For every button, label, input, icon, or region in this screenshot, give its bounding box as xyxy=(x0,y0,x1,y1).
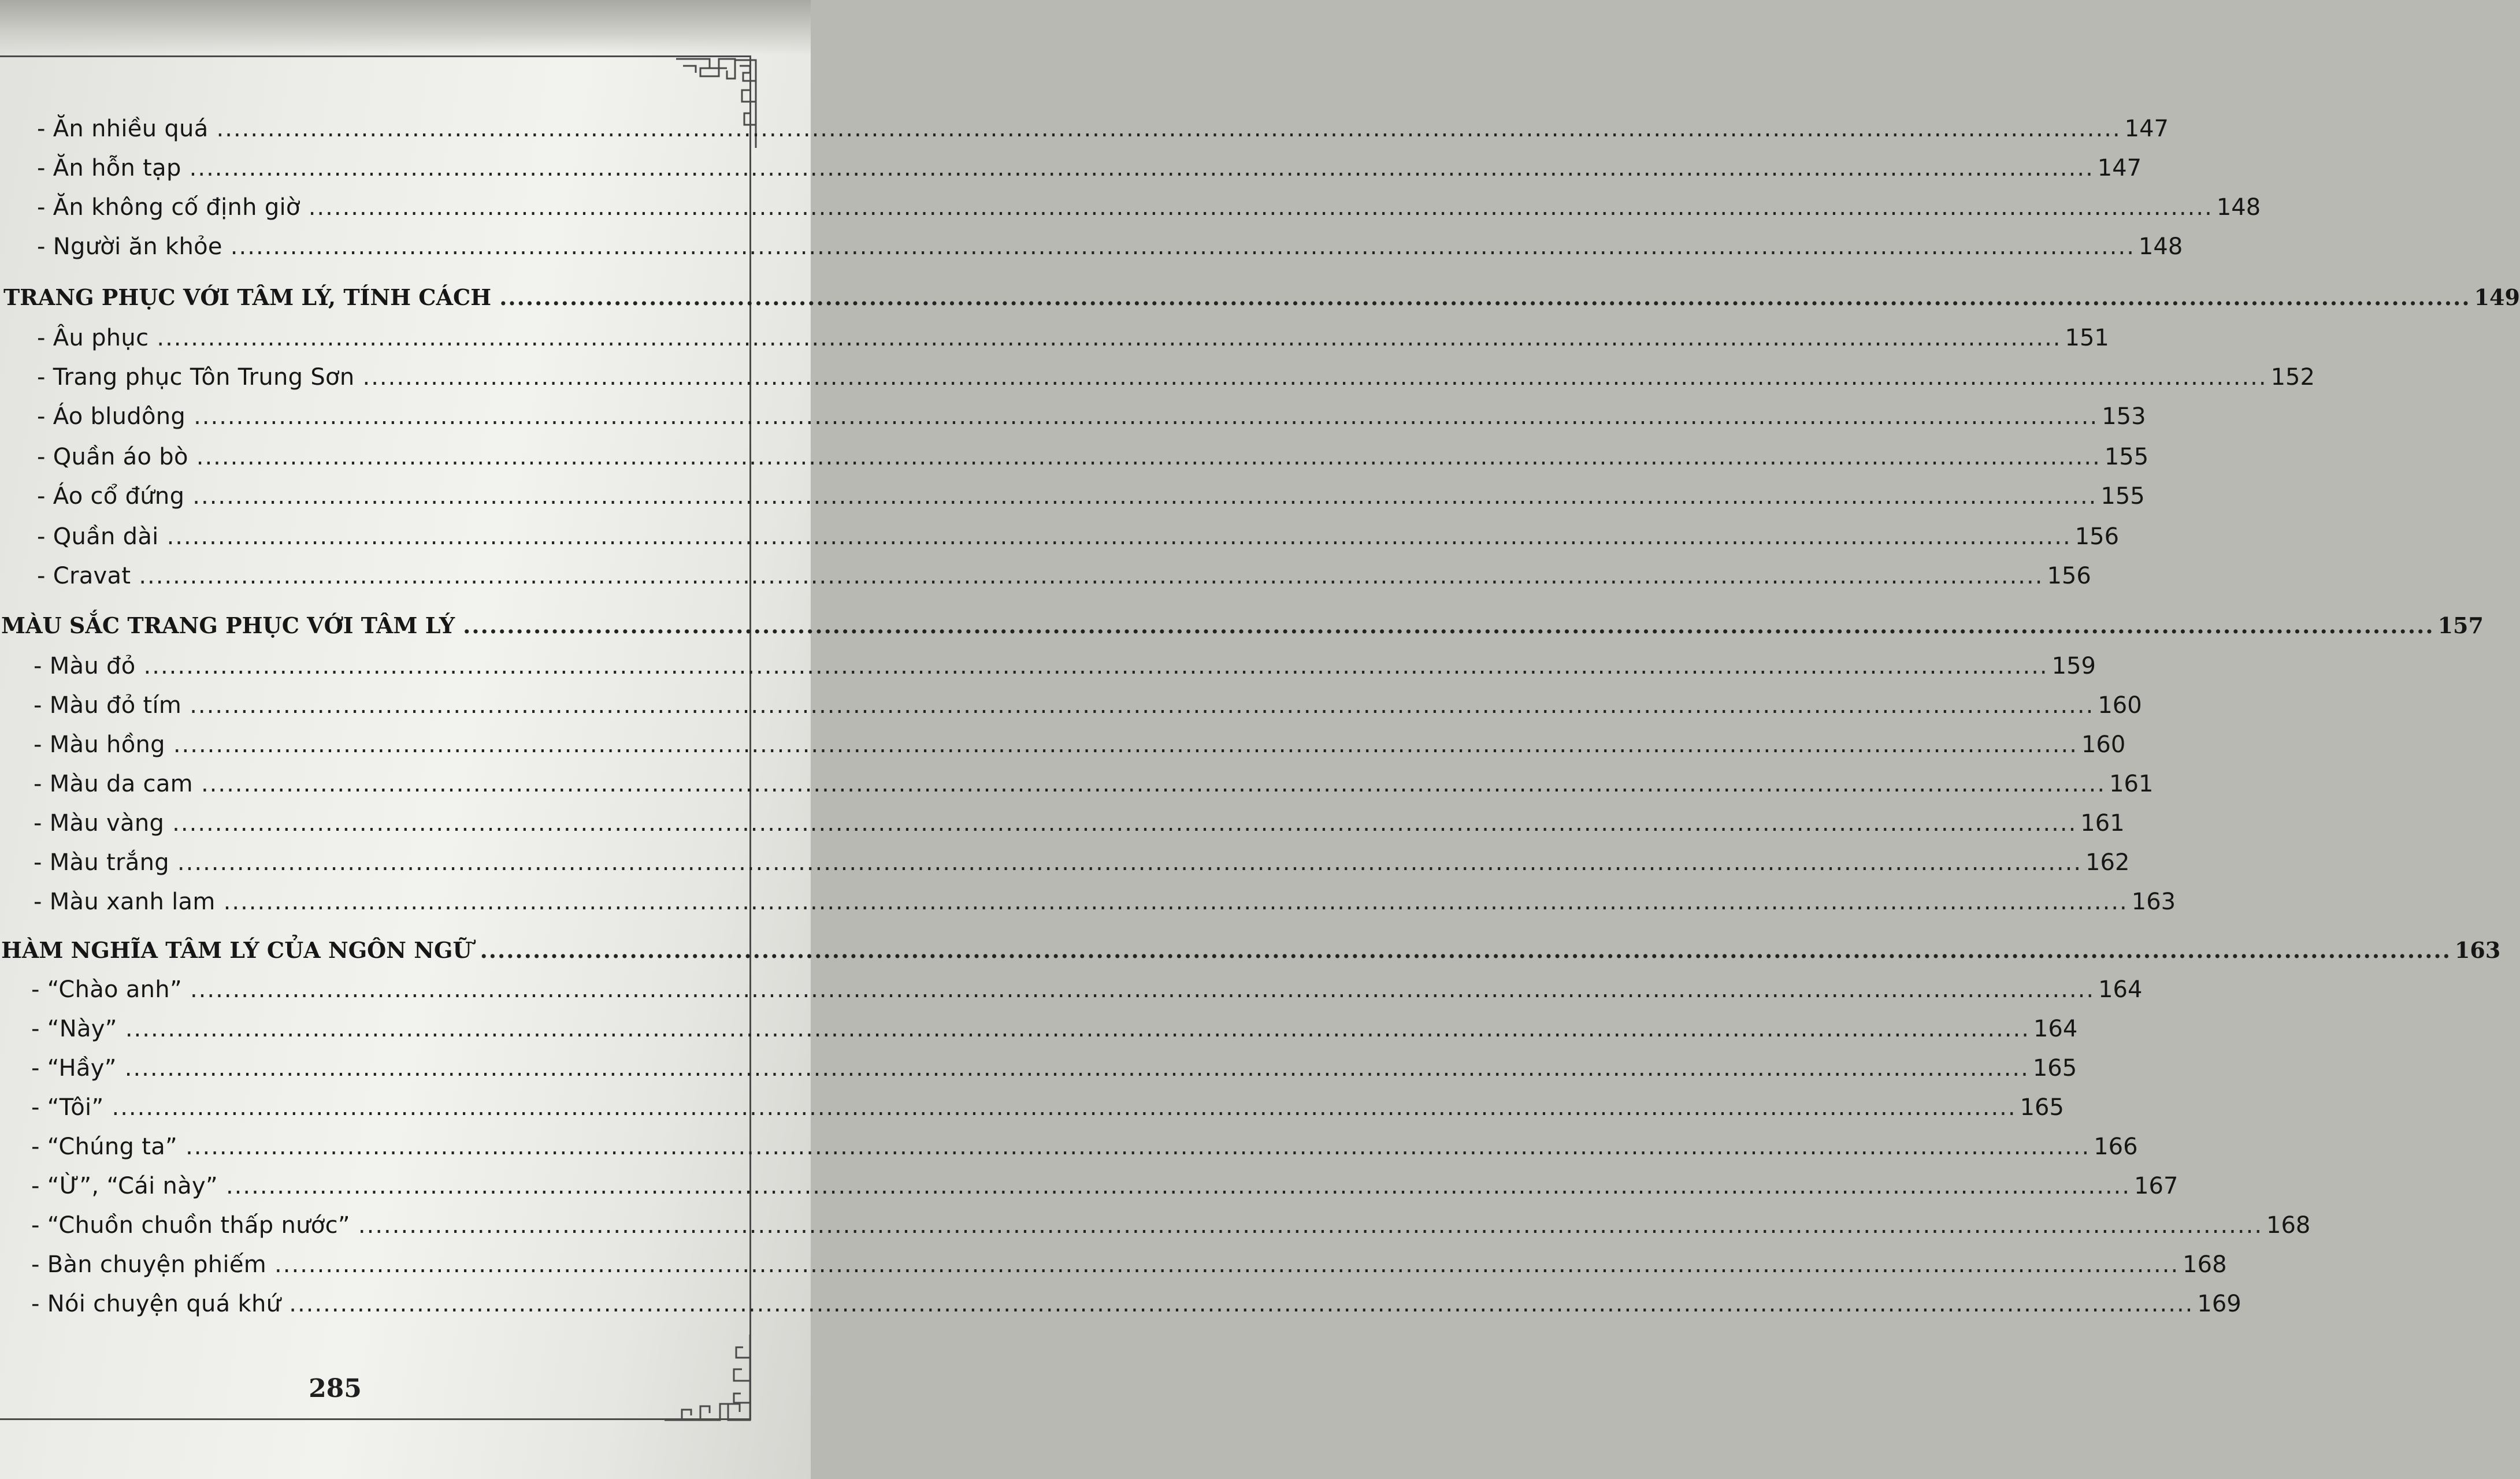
toc-entry xyxy=(37,523,2120,550)
leader-dots: ................................................................................................................................................................................................................................ xyxy=(308,194,2213,221)
leader-dots: ................................................................................................................................................................................................................................ xyxy=(124,1055,2029,1082)
toc-entry-page: 148 xyxy=(2216,194,2261,221)
toc-entry xyxy=(34,810,2125,837)
toc-entry-title: - “Chào anh” xyxy=(31,976,182,1003)
toc-entry-page: 167 xyxy=(2134,1173,2178,1199)
toc-entry-title: - Màu vàng xyxy=(34,810,165,837)
toc-entry-page: 152 xyxy=(2270,364,2315,391)
toc-entry xyxy=(34,731,2126,758)
toc-entry-page: 151 xyxy=(2065,325,2109,351)
toc-entry-page: 147 xyxy=(2124,116,2169,142)
leader-dots: ................................................................................................................................................................................................................................ xyxy=(225,1173,2131,1199)
toc-entry-page: 163 xyxy=(2454,937,2501,963)
toc-entry-page: 161 xyxy=(2080,810,2125,837)
toc-entry-title: - Ăn không cố định giờ xyxy=(37,194,300,221)
leader-dots: ................................................................................................................................................................................................................................ xyxy=(223,889,2128,915)
toc-entry-title: MÀU SẮC TRANG PHỤC VỚI TÂM LÝ xyxy=(1,612,455,638)
leader-dots: ................................................................................................................................................................................................................................ xyxy=(463,612,2434,638)
leader-dots: ................................................................................................................................................................................................................................ xyxy=(157,325,2062,351)
toc-section-heading xyxy=(3,284,2520,310)
leader-dots: ................................................................................................................................................................................................................................ xyxy=(194,403,2099,430)
leader-dots: ................................................................................................................................................................................................................................ xyxy=(358,1212,2263,1239)
toc-entry-page: 164 xyxy=(2033,1016,2078,1042)
toc-entry-title: TRANG PHỤC VỚI TÂM LÝ, TÍNH CÁCH xyxy=(3,284,492,310)
toc-entry xyxy=(34,849,2130,876)
toc-entry-page: 156 xyxy=(2047,563,2091,589)
toc-entry-page: 148 xyxy=(2138,233,2183,260)
toc-entry-page: 162 xyxy=(2085,849,2130,876)
toc-entry-title: - Trang phục Tôn Trung Sơn xyxy=(37,364,355,391)
toc-entry-page: 160 xyxy=(2081,731,2126,758)
toc-section-heading xyxy=(1,612,2484,638)
leader-dots: ................................................................................................................................................................................................................................ xyxy=(192,483,2098,510)
toc-entry xyxy=(37,364,2315,391)
leader-dots: ................................................................................................................................................................................................................................ xyxy=(499,284,2471,310)
toc-entry-title: - “Chuồn chuồn thấp nước” xyxy=(31,1212,350,1239)
toc-entry-title: - Áo cổ đứng xyxy=(37,483,185,510)
leader-dots: ................................................................................................................................................................................................................................ xyxy=(230,233,2135,260)
toc-entry xyxy=(34,889,2176,915)
toc-entry-page: 166 xyxy=(2094,1134,2138,1160)
toc-entry xyxy=(37,483,2145,510)
toc-entry-title: - “Này” xyxy=(31,1016,117,1042)
toc-entry-title: - “Ừ”, “Cái này” xyxy=(31,1173,218,1199)
page-number: 285 xyxy=(309,1374,362,1403)
toc-entry-page: 165 xyxy=(2020,1094,2064,1121)
toc-entry-page: 165 xyxy=(2032,1055,2077,1082)
toc-entry-page: 147 xyxy=(2097,155,2142,181)
toc-entry-title: - Quần áo bò xyxy=(37,444,188,470)
toc-entry-title: HÀM NGHĨA TÂM LÝ CỦA NGÔN NGỮ xyxy=(1,937,472,963)
leader-dots: ................................................................................................................................................................................................................................ xyxy=(216,116,2121,142)
toc-entry xyxy=(31,1291,2241,1317)
toc-entry-title: - Màu đỏ tím xyxy=(34,692,182,719)
leader-dots: ................................................................................................................................................................................................................................ xyxy=(177,849,2083,876)
toc-entry-page: 168 xyxy=(2183,1251,2227,1278)
toc-section-heading xyxy=(1,937,2501,963)
toc-entry-title: - “Hầy” xyxy=(31,1055,117,1082)
toc-entry-page: 155 xyxy=(2104,444,2149,470)
toc-entry-title: - Màu da cam xyxy=(34,771,193,797)
toc-entry xyxy=(37,325,2109,351)
leader-dots: ................................................................................................................................................................................................................................ xyxy=(196,444,2101,470)
toc-entry xyxy=(37,233,2183,260)
toc-entry xyxy=(31,1212,2311,1239)
leader-dots: ................................................................................................................................................................................................................................ xyxy=(172,810,2077,837)
toc-entry xyxy=(37,194,2261,221)
toc-entry xyxy=(34,692,2142,719)
leader-dots: ................................................................................................................................................................................................................................ xyxy=(189,155,2094,181)
leader-dots: ................................................................................................................................................................................................................................ xyxy=(289,1291,2194,1317)
toc-entry-title: - Màu xanh lam xyxy=(34,889,216,915)
leader-dots: ................................................................................................................................................................................................................................ xyxy=(190,692,2095,719)
toc-entry-title: - Áo bludông xyxy=(37,403,186,430)
toc-entry-title: - Ăn hỗn tạp xyxy=(37,155,181,181)
toc-entry-title: - Màu đỏ xyxy=(34,653,136,679)
toc-entry-page: 161 xyxy=(2109,771,2154,797)
leader-dots: ................................................................................................................................................................................................................................ xyxy=(143,653,2048,679)
toc-entry-title: - Màu hồng xyxy=(34,731,165,758)
toc-entry xyxy=(34,653,2096,679)
toc-entry-title: - “Chúng ta” xyxy=(31,1134,178,1160)
leader-dots: ................................................................................................................................................................................................................................ xyxy=(139,563,2044,589)
toc-entry xyxy=(37,444,2149,470)
toc-entry-title: - Nói chuyện quá khứ xyxy=(31,1291,281,1317)
leader-dots: ................................................................................................................................................................................................................................ xyxy=(173,731,2078,758)
toc-entry-page: 163 xyxy=(2131,889,2176,915)
toc-entry xyxy=(31,1251,2227,1278)
toc-entry-title: - Người ăn khỏe xyxy=(37,233,222,260)
toc-entry xyxy=(31,1055,2077,1082)
toc-entry xyxy=(31,1016,2078,1042)
toc-entry-page: 156 xyxy=(2074,523,2120,550)
leader-dots: ................................................................................................................................................................................................................................ xyxy=(201,771,2106,797)
toc-entry-title: - Quần dài xyxy=(37,523,159,550)
leader-dots: ................................................................................................................................................................................................................................ xyxy=(125,1016,2030,1042)
toc-entry xyxy=(31,1173,2178,1199)
toc-entry-page: 153 xyxy=(2102,403,2146,430)
toc-entry xyxy=(31,976,2143,1003)
toc-entry-title: - Âu phục xyxy=(37,325,149,351)
toc-entry-page: 168 xyxy=(2266,1212,2311,1239)
toc-entry-page: 160 xyxy=(2098,692,2142,719)
leader-dots: ................................................................................................................................................................................................................................ xyxy=(274,1251,2180,1278)
toc-entry xyxy=(31,1134,2138,1160)
toc-entry-title: - Bàn chuyện phiếm xyxy=(31,1251,267,1278)
toc-entry-page: 157 xyxy=(2437,612,2484,638)
toc-entry-title: - “Tôi” xyxy=(31,1094,104,1121)
toc-entry-title: - Màu trắng xyxy=(34,849,169,876)
toc-entry-page: 159 xyxy=(2051,653,2096,679)
leader-dots: ................................................................................................................................................................................................................................ xyxy=(362,364,2267,391)
toc-entry-page: 149 xyxy=(2474,284,2520,310)
leader-dots: ................................................................................................................................................................................................................................ xyxy=(190,976,2095,1003)
toc-entry-title: - Ăn nhiều quá xyxy=(37,116,209,142)
leader-dots: ................................................................................................................................................................................................................................ xyxy=(166,523,2072,550)
toc-entry-page: 169 xyxy=(2197,1291,2241,1317)
leader-dots: ................................................................................................................................................................................................................................ xyxy=(112,1094,2017,1121)
leader-dots: ................................................................................................................................................................................................................................ xyxy=(185,1134,2091,1160)
toc-entry-title: - Cravat xyxy=(37,563,131,589)
toc-entry xyxy=(37,563,2091,589)
toc-entry xyxy=(34,771,2154,797)
toc-entry xyxy=(37,116,2169,142)
leader-dots: ................................................................................................................................................................................................................................ xyxy=(480,937,2451,963)
toc-entry xyxy=(31,1094,2064,1121)
toc-entry-page: 155 xyxy=(2100,483,2145,510)
toc-entry xyxy=(37,403,2146,430)
toc-entry-page: 164 xyxy=(2098,976,2143,1003)
toc-entry xyxy=(37,155,2142,181)
